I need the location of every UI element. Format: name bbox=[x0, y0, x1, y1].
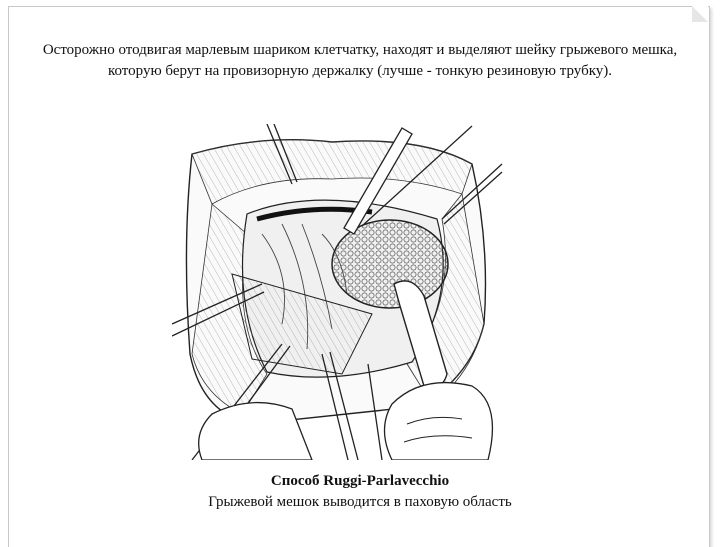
slide-heading: Осторожно отодвигая марлевым шариком клетчатку, находят и выделяют шейку грыжевого мешка, которую берут на провизорную держалку (лучше - тонкую резиновую трубку). bbox=[42, 42, 678, 79]
caption-text: Грыжевой мешок выводится в паховую область bbox=[208, 494, 512, 510]
figure-caption bbox=[160, 471, 560, 513]
surgical-illustration bbox=[172, 124, 508, 460]
corner-fold bbox=[692, 6, 708, 22]
hernia-sac bbox=[332, 220, 448, 308]
caption-title: Способ Ruggi-Parlavecchio bbox=[270, 473, 450, 489]
